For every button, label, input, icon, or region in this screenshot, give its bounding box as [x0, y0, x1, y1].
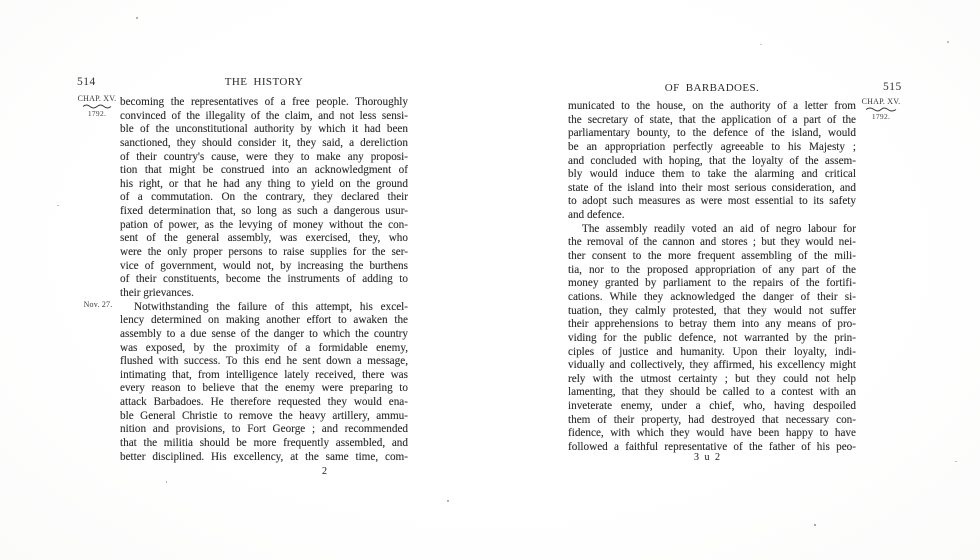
- text-line: was exposed, by the proximity of a formidable enemy,: [120, 341, 408, 354]
- text-line: nition and provisions, to Fort George ; and recommended: [120, 423, 408, 436]
- left-running-header: THE HISTORY: [224, 76, 304, 88]
- text-line: and concluded with hoping, that the loyalty of the assem-: [568, 154, 856, 167]
- text-line: cations. While they acknowledged the danger of their si-: [568, 290, 856, 303]
- text-line: of a commutation. On the contrary, they declared their: [120, 191, 408, 204]
- scan-speck: [955, 461, 957, 462]
- chapter-label: CHAP. XV.: [861, 97, 901, 106]
- scan-speck: [447, 500, 449, 502]
- text-line: better disciplined. His excellency, at the same time, com-: [120, 450, 408, 463]
- text-line: Notwithstanding the failure of this attempt, his excel-: [134, 300, 408, 313]
- text-line: lamenting, that they should be called to a contest with an: [568, 386, 856, 399]
- text-line: followed a faithful representative of the father of his peo-: [568, 441, 856, 454]
- text-line: tuation, they calmly protested, that they would not suffer: [568, 304, 856, 317]
- text-line: becoming the representatives of a free people. Thoroughly: [120, 96, 408, 108]
- text-line: every reason to believe that the enemy were preparing to: [120, 382, 408, 395]
- text-line: of their country's cause, were they to make any proposi-: [120, 150, 408, 163]
- year-label: 1792.: [871, 112, 891, 121]
- text-line: tion that might be construed into an acknowledgment of: [120, 164, 408, 177]
- text-line: sanctioned, they should consider it, they said, a dereliction: [120, 136, 408, 149]
- year-label: 1792.: [87, 109, 107, 118]
- text-line: them of their property, had destroyed that necessary con-: [568, 413, 856, 426]
- text-line: lency determined on making another effort to awaken the: [120, 314, 408, 327]
- text-line: municated to the house, on the authority of a letter from: [568, 100, 856, 112]
- right-page-text: [568, 100, 856, 455]
- text-line: tia, nor to the proposed appropriation of any part of the: [568, 263, 856, 276]
- text-line: were the only proper persons to raise supplies for the ser-: [120, 246, 408, 259]
- text-line: vice of government, would not, by increasing the burthens: [120, 259, 408, 272]
- text-line: inveterate enemy, under a chief, who, having despoiled: [568, 400, 856, 413]
- text-line: fixed determination that, so long as such a dangerous usur-: [120, 205, 408, 218]
- text-line: intimating that, from intelligence lately received, there was: [120, 368, 408, 381]
- text-line: flushed with success. To this end he sent down a message,: [120, 355, 408, 368]
- scan-speck: [166, 481, 167, 483]
- text-line: that the militia should be more frequently assembled, and: [120, 437, 408, 450]
- scan-speck: [136, 17, 138, 19]
- text-line: ther consent to the more frequent assembling of the mili-: [568, 250, 856, 263]
- text-line: money granted by parliament to the repairs of the fortifi-: [568, 277, 856, 290]
- text-line: state of the island into their most serious consideration, and: [568, 181, 856, 194]
- text-line: ciples of justice and humanity. Upon their loyalty, indi-: [568, 345, 856, 358]
- text-line: parliamentary bounty, to the defence of the island, would: [568, 127, 856, 140]
- text-line: convinced of the illegality of the claim, and not less sensi-: [120, 109, 408, 122]
- chapter-label: CHAP. XV.: [77, 94, 117, 103]
- text-line: pation of power, as the levying of money without the con-: [120, 218, 408, 231]
- left-chapter-margin-note: [76, 95, 118, 118]
- scan-speck: [947, 41, 949, 43]
- text-line: attack Barbadoes. He therefore requested they would ena-: [120, 396, 408, 409]
- text-line: and defence.: [568, 209, 625, 222]
- right-chapter-margin-note: [859, 98, 903, 121]
- text-line: their apprehensions to betray them into any means of pro-: [568, 318, 856, 331]
- text-line: his right, or that he had any thing to yield on the ground: [120, 177, 408, 190]
- scan-speck: [760, 44, 762, 45]
- text-line: fidence, with which they would have been happy to have: [568, 427, 856, 440]
- left-signature-mark: 2: [322, 466, 327, 477]
- scan-speck: [57, 205, 59, 206]
- text-line: bly would induce them to take the alarming and critical: [568, 168, 856, 181]
- text-line: sent of the general assembly, was exercised, they, who: [120, 232, 408, 245]
- text-line: ble General Christie to remove the heavy artillery, ammu-: [120, 409, 408, 422]
- text-line: the secretary of state, that the application of a part of the: [568, 113, 856, 126]
- left-date-margin-note: Nov. 27.: [83, 300, 113, 309]
- text-line: to adopt such measures as were most essential to its safety: [568, 195, 856, 208]
- left-page-number: 514: [77, 76, 96, 88]
- scan-speck: [814, 524, 816, 526]
- text-line: their grievances.: [120, 286, 194, 299]
- text-line: rely with the utmost certainty ; but they could not help: [568, 372, 856, 385]
- left-page-text: [120, 96, 408, 464]
- right-running-header: OF BARBADOES.: [664, 82, 760, 94]
- right-signature-mark: 3 u 2: [694, 452, 720, 463]
- text-line: vidually and collectively, they affirmed, his excellency might: [568, 359, 856, 372]
- text-line: viding for the public defence, not warranted by the prin-: [568, 331, 856, 344]
- text-line: assembly to a due sense of the danger to which the country: [120, 327, 408, 340]
- text-line: the removal of the cannon and stores ; but they would nei-: [568, 236, 856, 249]
- right-page-number: 515: [883, 81, 902, 93]
- text-line: ble of the unconstitutional authority by which it had been: [120, 123, 408, 136]
- text-line: The assembly readily voted an aid of negro labour for: [582, 222, 856, 235]
- text-line: of their constituents, become the instruments of adding to: [120, 273, 408, 286]
- text-line: be an appropriation perfectly agreeable to his Majesty ;: [568, 140, 856, 153]
